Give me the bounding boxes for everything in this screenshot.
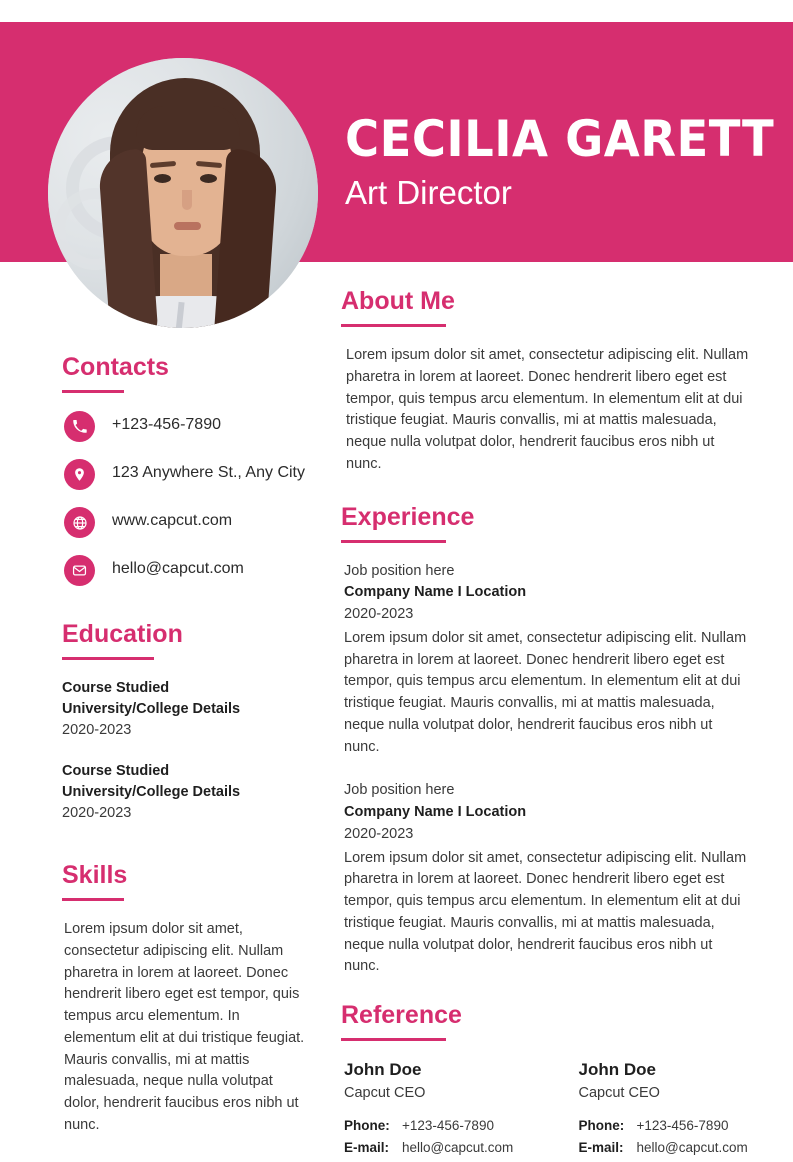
experience-item (341, 780, 751, 978)
experience-position: Job position here (344, 782, 455, 799)
phone-icon (64, 411, 95, 442)
contact-website-text: www.capcut.com (112, 512, 233, 529)
experience-position: Job position here (344, 562, 455, 579)
reference-heading: Reference (341, 1001, 462, 1029)
reference-phone-row (579, 1115, 752, 1137)
education-item (62, 761, 312, 824)
about-heading: About Me (341, 287, 455, 315)
experience-years: 2020-2023 (344, 825, 414, 842)
page-title: CECILIA GARETT (345, 110, 775, 168)
education-school: University/College Details (62, 784, 241, 801)
about-text: Lorem ipsum dolor sit amet, consectetur adipiscing elit. Nullam pharetra in lorem at laoreet. Donec hendrerit libero eget est tempor, quis tempus arcu elementum. In elementum elit at dui tristique feugiat. Mauris convallis, mi at mattis malesuada, neque nulla volutpat dolor, hendrerit faucibus eros nibh ut nunc. (346, 347, 749, 472)
reference-item (344, 1059, 517, 1158)
left-column (62, 352, 312, 1137)
education-heading-rule (62, 657, 154, 660)
reference-role: Capcut CEO (344, 1085, 426, 1102)
contact-website[interactable] (64, 507, 312, 538)
job-title: Art Director (345, 174, 512, 211)
location-pin-icon (64, 459, 95, 490)
header-text-block (345, 110, 775, 211)
reference-phone-label: Phone: (578, 1118, 625, 1134)
experience-item (341, 561, 751, 759)
skills-heading-rule (62, 898, 124, 901)
reference-phone-value: +123-456-7890 (636, 1118, 729, 1134)
education-heading: Education (62, 620, 183, 648)
right-column (341, 286, 751, 1162)
about-section (341, 286, 751, 476)
envelope-icon (64, 555, 95, 586)
education-years: 2020-2023 (62, 805, 132, 822)
avatar-eye-right (200, 174, 217, 183)
reference-phone-label: Phone: (344, 1118, 390, 1134)
reference-name: John Doe (344, 1060, 422, 1079)
contact-phone[interactable] (64, 411, 312, 442)
reference-email-label: E-mail: (578, 1139, 624, 1155)
skills-text: Lorem ipsum dolor sit amet, consectetur adipiscing elit. Nullam pharetra in lorem at laoreet. Donec hendrerit libero eget est tempor, quis tempus arcu elementum. In elementum elit at dui tristique feugiat. Mauris convallis, mi at mattis malesuada, neque nulla volutpat dolor, hendrerit faucibus eros nibh ut nunc. (64, 921, 305, 1133)
reference-email-value: hello@capcut.com (402, 1139, 514, 1155)
contacts-heading: Contacts (62, 353, 169, 381)
contact-email[interactable] (64, 555, 312, 586)
reference-phone-row (344, 1115, 517, 1137)
contacts-list (62, 411, 312, 586)
reference-phone-value: +123-456-7890 (402, 1118, 494, 1134)
experience-years: 2020-2023 (344, 606, 414, 622)
reference-email-row (579, 1137, 752, 1159)
skills-section (62, 860, 312, 1137)
experience-section (341, 502, 751, 979)
education-course: Course Studied (62, 680, 170, 696)
reference-email-value: hello@capcut.com (636, 1139, 748, 1155)
education-years: 2020-2023 (62, 722, 132, 739)
experience-company: Company Name I Location (344, 584, 527, 601)
avatar-nose (182, 190, 192, 210)
reference-heading-rule (341, 1038, 446, 1041)
skills-heading: Skills (62, 861, 128, 890)
reference-list (341, 1059, 751, 1158)
avatar-mouth (174, 222, 201, 230)
reference-item (579, 1059, 752, 1158)
experience-description: Lorem ipsum dolor sit amet, consectetur adipiscing elit. Nullam pharetra in lorem at laoreet. Donec hendrerit libero eget est tempor, quis tempus arcu elementum. In elementum elit at dui tristique feugiat. Mauris convallis, mi at mattis malesuada, neque nulla volutpat dolor, hendrerit faucibus eros nibh ut nunc. (344, 629, 747, 755)
education-item (62, 678, 312, 741)
reference-name: John Doe (578, 1060, 656, 1079)
avatar-eye-left (154, 174, 171, 183)
contacts-section (62, 352, 312, 586)
education-course: Course Studied (62, 763, 170, 780)
reference-email-label: E-mail: (344, 1139, 390, 1155)
globe-icon (64, 507, 95, 538)
experience-heading: Experience (341, 502, 475, 531)
reference-role: Capcut CEO (578, 1085, 660, 1102)
contact-address[interactable] (64, 459, 312, 490)
reference-section (341, 1000, 751, 1158)
contact-email-text: hello@capcut.com (112, 560, 244, 577)
experience-heading-rule (341, 540, 446, 543)
reference-email-row (344, 1137, 517, 1159)
avatar (48, 58, 318, 328)
about-heading-rule (341, 324, 446, 327)
education-school: University/College Details (62, 701, 241, 718)
avatar-fringe (136, 106, 240, 150)
contact-address-text: 123 Anywhere St., Any City (112, 464, 305, 481)
experience-company: Company Name I Location (344, 804, 527, 820)
contacts-heading-rule (62, 390, 124, 393)
contact-phone-text: +123-456-7890 (112, 416, 221, 433)
experience-description: Lorem ipsum dolor sit amet, consectetur adipiscing elit. Nullam pharetra in lorem at laoreet. Donec hendrerit libero eget est tempor, quis tempus arcu elementum. In elementum elit at dui tristique feugiat. Mauris convallis, mi at mattis malesuada, neque nulla volutpat dolor, hendrerit faucibus eros nibh ut nunc. (344, 849, 747, 975)
education-section (62, 619, 312, 824)
